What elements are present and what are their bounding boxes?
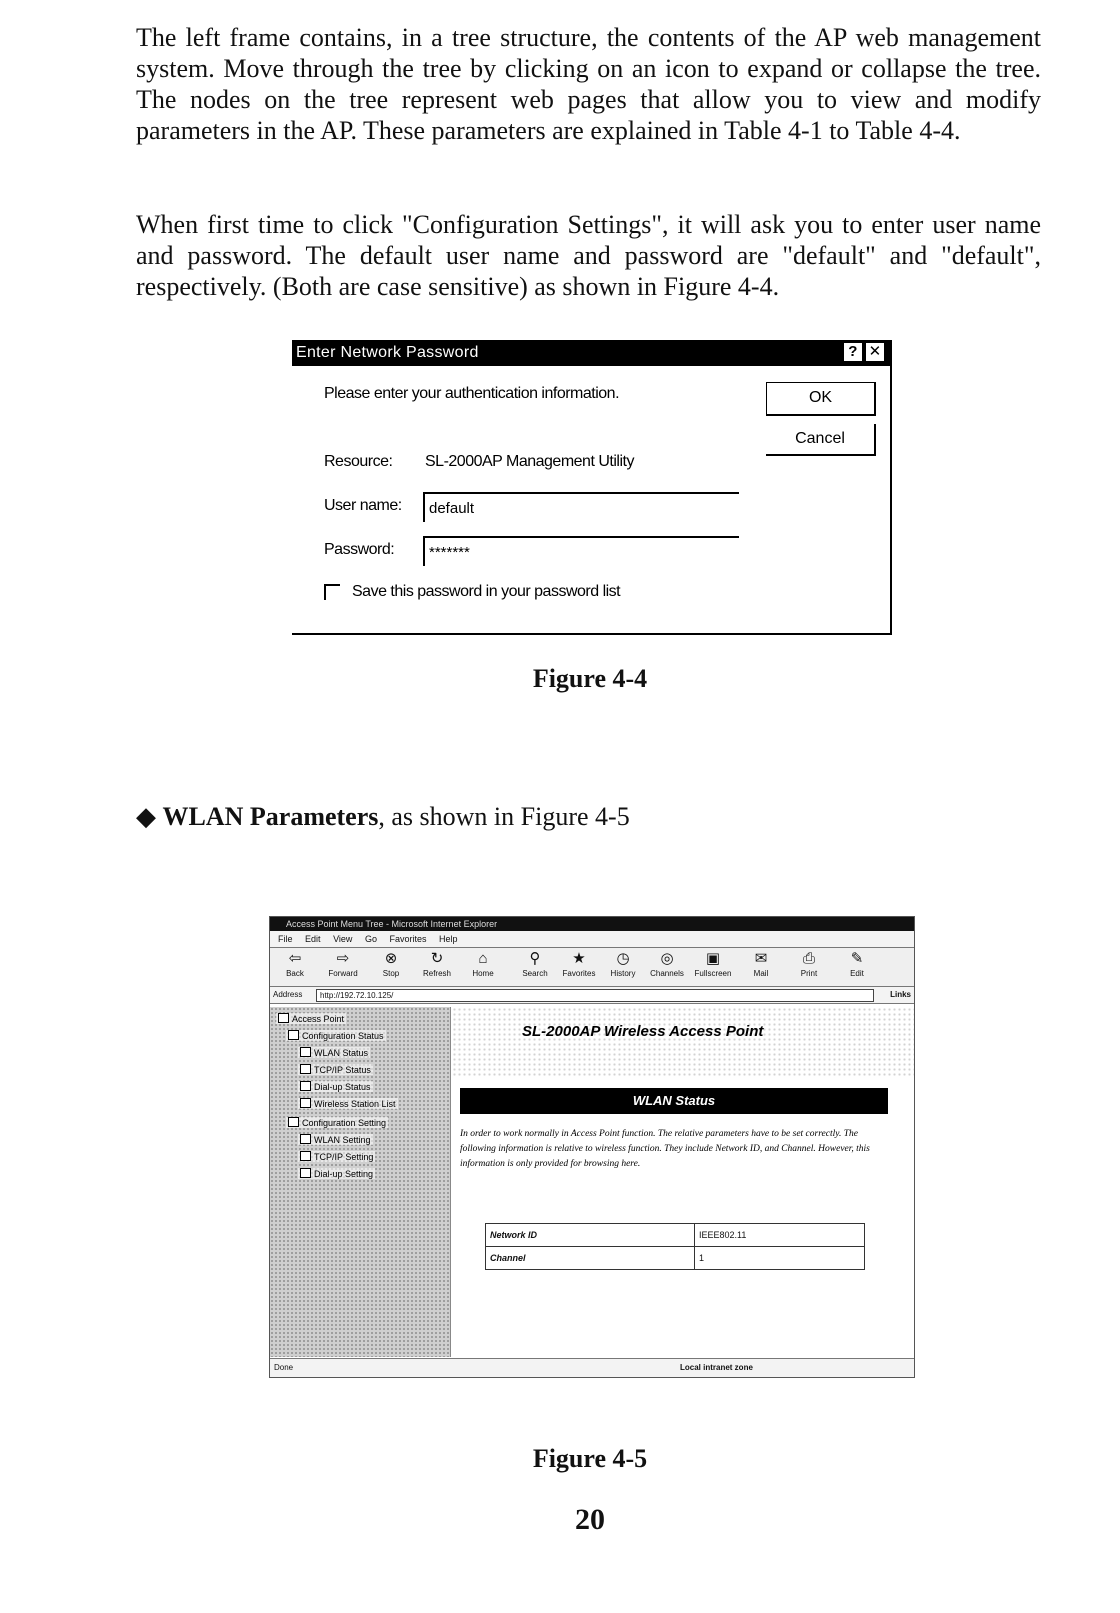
edit-label: Edit (850, 969, 864, 978)
cancel-button[interactable]: Cancel (766, 424, 876, 456)
ok-button[interactable]: OK (766, 382, 876, 416)
home-icon: ⌂ (478, 950, 488, 967)
forward-icon: ⇨ (336, 950, 350, 967)
forward-label: Forward (328, 969, 358, 978)
fullscreen-label: Fullscreen (694, 969, 732, 978)
page-icon (300, 1047, 311, 1057)
refresh-button[interactable] (418, 951, 456, 978)
page-icon (300, 1081, 311, 1091)
page-icon (300, 1168, 311, 1178)
address-label: Address (273, 990, 303, 999)
mail-label: Mail (753, 969, 769, 978)
save-password-label: Save this password in your password list (352, 583, 621, 600)
folder-icon (288, 1117, 299, 1127)
tree-node-label: Configuration Setting (302, 1118, 387, 1128)
tree-node[interactable] (276, 1013, 346, 1024)
menu-help[interactable]: Help (439, 934, 458, 944)
tree-node-label: WLAN Setting (314, 1135, 371, 1145)
help-icon[interactable]: ? (844, 343, 862, 361)
folder-icon (278, 1013, 289, 1023)
password-label: Password: (324, 541, 395, 558)
home-label: Home (472, 969, 494, 978)
tree-node[interactable] (298, 1081, 373, 1092)
resource-value: SL-2000AP Management Utility (425, 453, 634, 470)
browser-menu-bar (270, 931, 914, 948)
dialog-title: Enter Network Password (296, 344, 479, 361)
history-label: History (610, 969, 636, 978)
username-label: User name: (324, 497, 402, 514)
page-icon (300, 1098, 311, 1108)
back-icon: ⇦ (288, 950, 302, 967)
channels-label: Channels (650, 969, 684, 978)
fullscreen-button[interactable] (694, 951, 732, 978)
tree-node[interactable] (286, 1030, 386, 1041)
bullet-bold: WLAN Parameters (162, 802, 379, 831)
dialog-title-bar (292, 340, 890, 366)
tree-node[interactable] (298, 1134, 373, 1145)
status-zone: Local intranet zone (680, 1363, 753, 1372)
table-value: IEEE802.11 (695, 1224, 865, 1247)
menu-favorites[interactable]: Favorites (389, 934, 427, 944)
browser-toolbar (270, 948, 914, 987)
tree-node-label: Wireless Station List (314, 1099, 396, 1109)
username-input[interactable]: default (423, 492, 739, 522)
browser-window (269, 916, 915, 1378)
channels-icon: ◎ (660, 950, 674, 967)
save-password-checkbox[interactable] (324, 584, 340, 600)
ap-title: SL-2000AP Wireless Access Point (522, 1023, 764, 1040)
forward-button[interactable] (324, 951, 362, 978)
table-row (486, 1247, 865, 1270)
page-icon (300, 1064, 311, 1074)
favorites-label: Favorites (562, 969, 596, 978)
favorites-button[interactable] (560, 951, 598, 978)
menu-tree (270, 1007, 451, 1357)
search-label: Search (522, 969, 548, 978)
resource-label: Resource: (324, 453, 393, 470)
table-key: Network ID (486, 1224, 695, 1247)
refresh-label: Refresh (422, 969, 451, 978)
content-frame (452, 1007, 914, 1357)
figure-4-4-caption: Figure 4-4 (532, 664, 648, 693)
tree-node[interactable] (298, 1168, 375, 1179)
bullet-rest: , as shown in Figure 4-5 (378, 802, 630, 831)
print-button[interactable] (790, 951, 828, 978)
intro-paragraph: The left frame contains, in a tree structure, the contents of the AP web management system. Move through the tree by clicking on an icon to expand or collapse the tree. The nodes on the tree represent web pages that allow you to view and modify parameters in the AP. These parameters are explained in Table 4-1 to Table 4-4. (136, 23, 1041, 145)
section-title: WLAN Status (460, 1088, 888, 1114)
history-button[interactable] (604, 951, 642, 978)
tree-node-label: WLAN Status (314, 1048, 369, 1058)
back-label: Back (286, 969, 304, 978)
print-icon: ⎙ (802, 950, 815, 967)
tree-node[interactable] (298, 1098, 398, 1109)
edit-icon: ✎ (850, 950, 864, 967)
mail-button[interactable] (742, 951, 780, 978)
search-icon: ⚲ (529, 950, 541, 967)
stop-label: Stop (382, 969, 400, 978)
tree-node-label: TCP/IP Status (314, 1065, 371, 1075)
tree-node-label: TCP/IP Setting (314, 1152, 374, 1162)
menu-go[interactable]: Go (364, 934, 377, 944)
menu-edit[interactable]: Edit (305, 934, 321, 944)
tree-node[interactable] (286, 1117, 388, 1128)
home-button[interactable] (464, 951, 502, 978)
fullscreen-icon: ▣ (705, 950, 721, 967)
table-key: Channel (486, 1247, 695, 1270)
table-row (486, 1224, 865, 1247)
search-button[interactable] (516, 951, 554, 978)
figure-4-5-caption: Figure 4-5 (532, 1444, 648, 1473)
print-label: Print (800, 969, 818, 978)
mail-icon: ✉ (754, 950, 768, 967)
links-button[interactable]: Links (890, 990, 911, 999)
favorites-icon: ★ (572, 950, 586, 967)
wlan-status-table (485, 1223, 865, 1270)
section-description: In order to work normally in Access Point function. The relative parameters have to be set correctly. The following information is relative to wireless function. They include Network ID, and Channel. However, this information is only provided for browsing here. (460, 1129, 870, 1169)
page-number: 20 (575, 1503, 605, 1536)
channels-button[interactable] (648, 951, 686, 978)
address-input[interactable]: http://192.72.10.125/ (316, 989, 874, 1002)
menu-view[interactable]: View (333, 934, 353, 944)
back-button[interactable] (276, 951, 314, 978)
address-bar (270, 987, 914, 1004)
edit-button[interactable] (838, 951, 876, 978)
menu-file[interactable]: File (278, 934, 293, 944)
dialog-prompt: Please enter your authentication information. (324, 385, 620, 402)
tree-node[interactable] (298, 1047, 370, 1058)
tree-node[interactable] (298, 1064, 373, 1075)
tree-node-label: Dial-up Status (314, 1082, 371, 1092)
wlan-parameters-heading (136, 802, 630, 832)
browser-title: Access Point Menu Tree - Microsoft Internet Explorer (286, 919, 498, 929)
status-done: Done (274, 1363, 294, 1372)
close-icon[interactable]: ✕ (866, 343, 884, 361)
diamond-bullet-icon: ◆ (136, 802, 156, 831)
tree-node-label: Dial-up Setting (314, 1169, 374, 1179)
password-input[interactable]: ******* (423, 536, 739, 566)
stop-button[interactable] (372, 951, 410, 978)
browser-status-bar (270, 1358, 914, 1377)
tree-node[interactable] (298, 1151, 375, 1162)
network-password-dialog (292, 340, 892, 635)
history-icon: ◷ (616, 950, 630, 967)
refresh-icon: ↻ (430, 950, 444, 967)
stop-icon: ⊗ (384, 950, 398, 967)
folder-icon (288, 1030, 299, 1040)
table-value: 1 (695, 1247, 865, 1270)
content-header (452, 1007, 914, 1077)
page-icon (300, 1134, 311, 1144)
browser-title-bar (270, 917, 914, 931)
tree-node-label: Configuration Status (302, 1031, 384, 1041)
page-icon (300, 1151, 311, 1161)
tree-node-label: Access Point (292, 1014, 345, 1024)
login-paragraph: When first time to click "Configuration Settings", it will ask you to enter user name and password. The default user name and password are "default" and "default", respectively. (Both are case sensitive) as shown in Figure 4-4. (136, 210, 1041, 301)
